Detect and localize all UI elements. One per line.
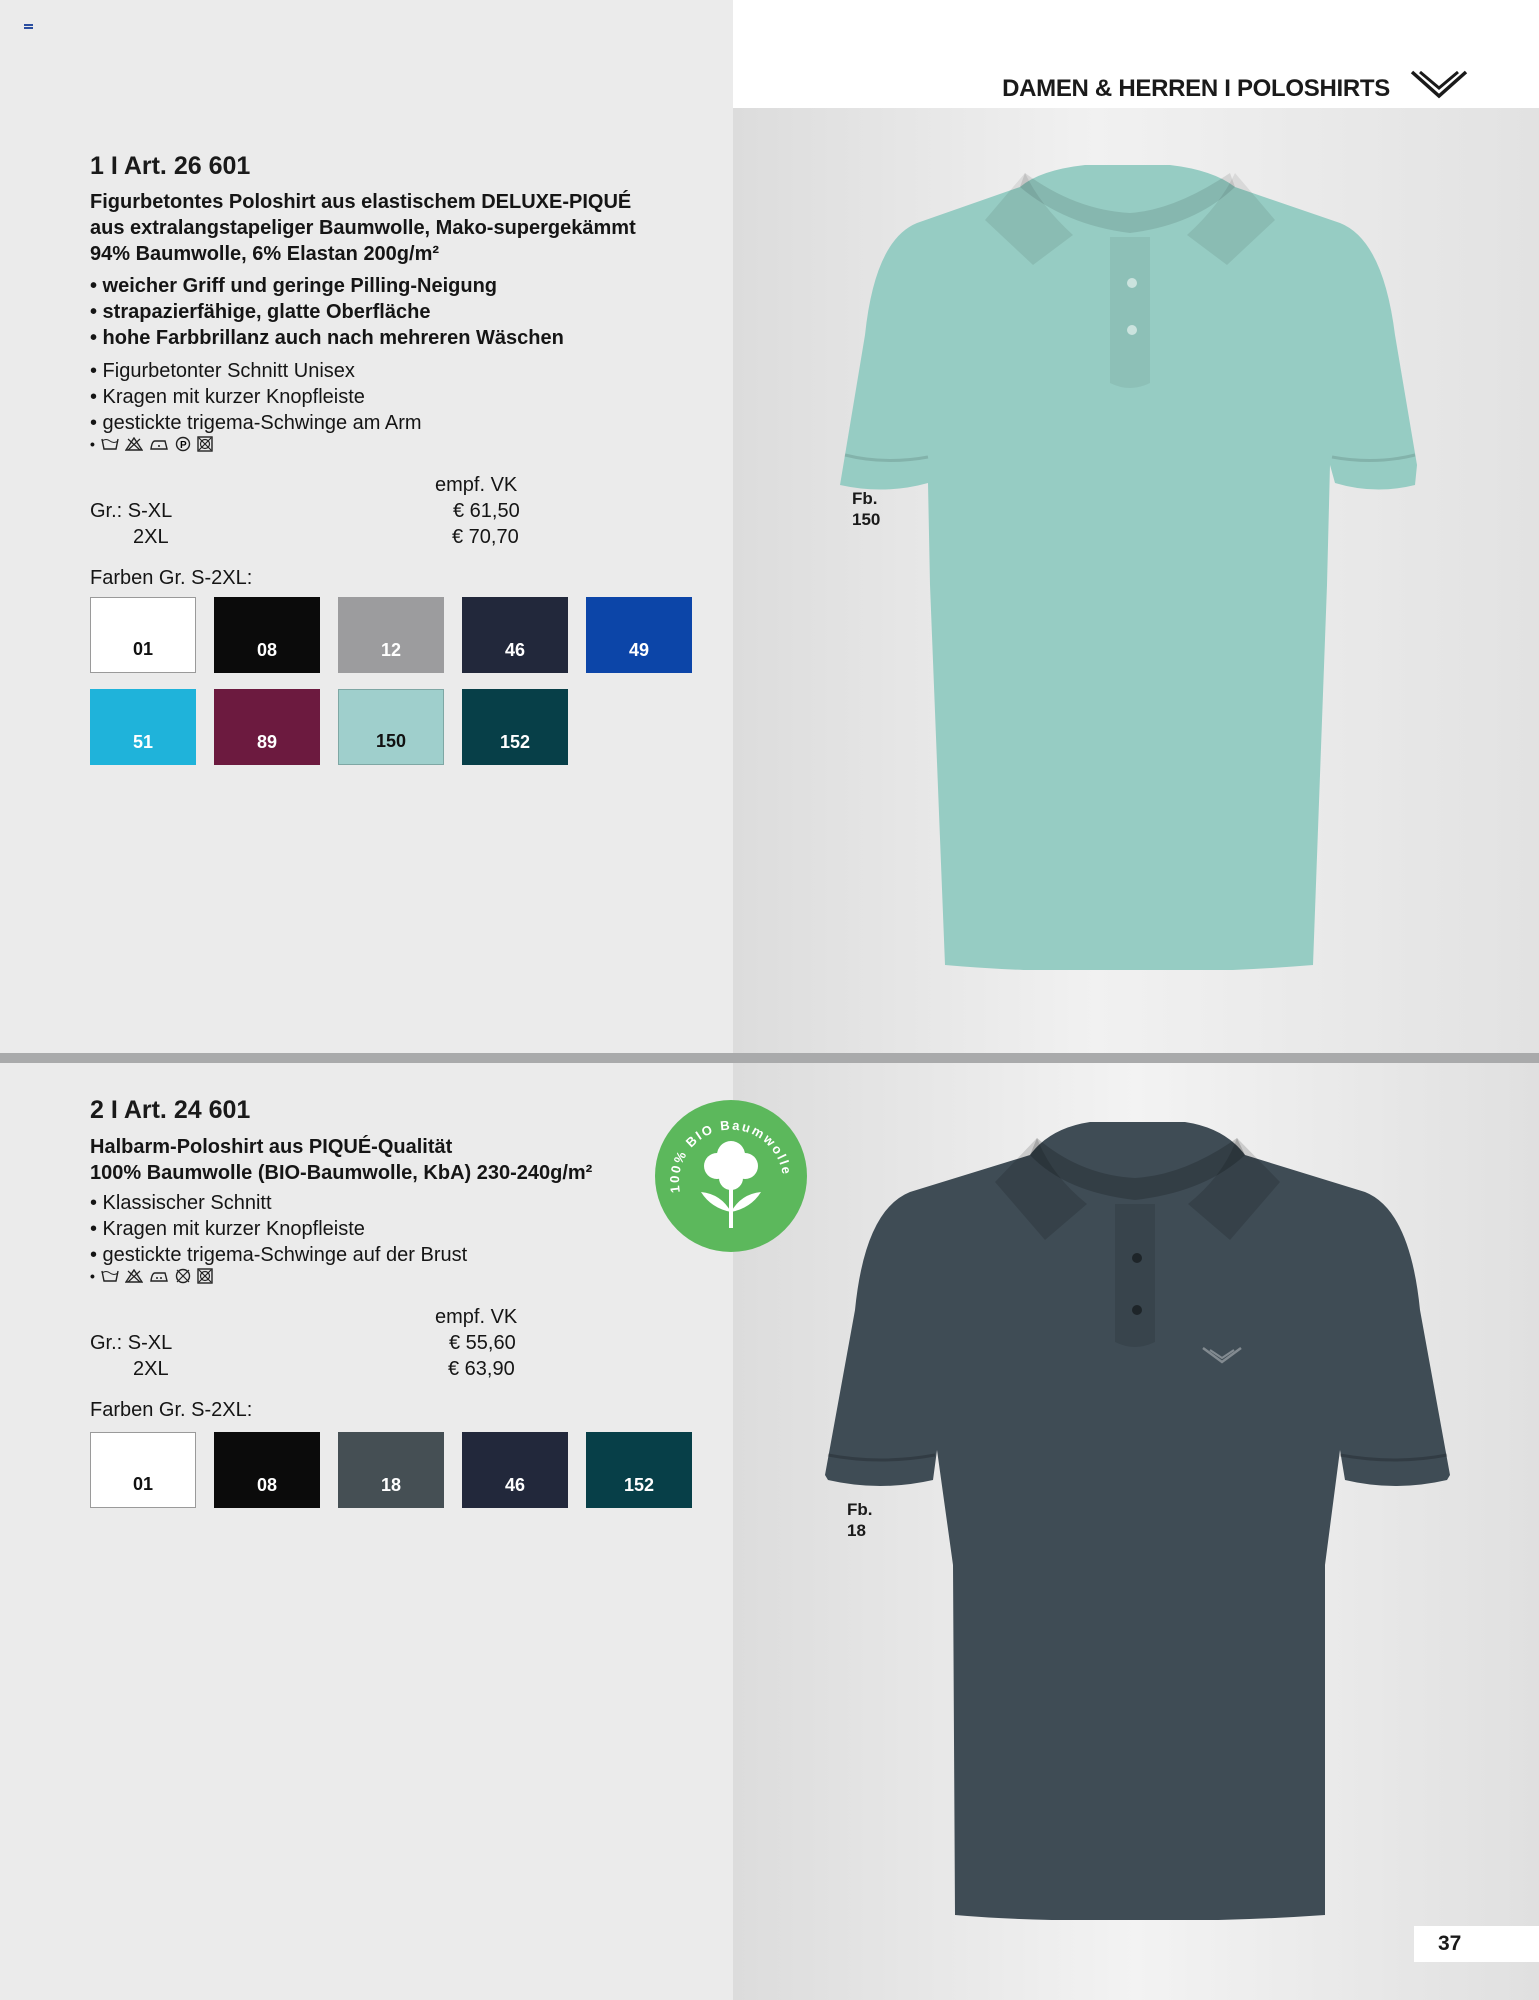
page-number: 37 (1414, 1926, 1539, 1962)
product2-price-s-xl: € 55,60 (449, 1332, 516, 1354)
color-swatch-46[interactable] (462, 1432, 568, 1508)
no-bleach-icon (125, 1269, 143, 1283)
product1-feature: • Figurbetonter Schnitt Unisex (90, 360, 355, 382)
product1-feature-bold: • hohe Farbbrillanz auch nach mehreren Wäschen (90, 327, 564, 349)
product1-title: 1 I Art. 26 601 (90, 152, 251, 180)
care-bullet: • (90, 1268, 95, 1284)
swatch-code: 46 (504, 640, 526, 660)
product2-feature: • Klassischer Schnitt (90, 1192, 272, 1214)
product2-price-2xl: € 63,90 (448, 1358, 515, 1380)
product1-price-s-xl: € 61,50 (453, 500, 520, 522)
fb-label: Fb. (847, 1500, 873, 1519)
product2-desc-line: 100% Baumwolle (BIO-Baumwolle, KbA) 230-240g/m² (90, 1162, 593, 1184)
swatch-code: 46 (504, 1475, 526, 1495)
color-swatch-51[interactable] (90, 689, 196, 765)
iron-icon (149, 1269, 169, 1283)
product1-feature: • gestickte trigema-Schwinge am Arm (90, 412, 422, 434)
color-swatch-152[interactable] (586, 1432, 692, 1508)
svg-text:P: P (179, 440, 187, 451)
product1-price-header: empf. VK (435, 474, 518, 496)
care-bullet: • (90, 436, 95, 452)
color-swatch-49[interactable] (586, 597, 692, 673)
product2-price-header: empf. VK (435, 1306, 518, 1328)
product2-feature: • gestickte trigema-Schwinge auf der Brust (90, 1244, 468, 1266)
swatch-code: 18 (380, 1475, 402, 1495)
swatch-code: 152 (499, 732, 531, 752)
no-dry-clean-icon (175, 1268, 191, 1284)
swatch-code: 51 (132, 732, 154, 752)
fb-label: Fb. (852, 489, 878, 508)
product1-feature: • Kragen mit kurzer Knopfleiste (90, 386, 365, 408)
product2-size-range: Gr.: S-XL (90, 1332, 173, 1354)
color-swatch-08[interactable] (214, 597, 320, 673)
swatch-code: 152 (623, 1475, 655, 1495)
swatch-code: 12 (380, 640, 402, 660)
product1-description (90, 189, 636, 452)
product1-care-symbols (90, 436, 636, 452)
product2-feature: • Kragen mit kurzer Knopfleiste (90, 1218, 365, 1240)
color-swatch-89[interactable] (214, 689, 320, 765)
trigema-logo-icon (1410, 66, 1468, 102)
page-header-title: DAMEN & HERREN I POLOSHIRTS (1002, 75, 1390, 102)
swatch-code: 150 (375, 731, 407, 751)
product1-desc-line: 94% Baumwolle, 6% Elastan 200g/m² (90, 243, 440, 265)
product1-shirt-photo (835, 165, 1425, 970)
bio-cotton-badge (655, 1100, 807, 1252)
product2-colors-label: Farben Gr. S-2XL: (90, 1399, 253, 1421)
product1-fb-label (852, 488, 880, 530)
product1-desc-line: Figurbetontes Poloshirt aus elastischem DELUXE-PIQUÉ (90, 191, 632, 213)
color-swatch-01[interactable] (90, 597, 196, 673)
product2-description (90, 1134, 592, 1284)
section-divider (0, 1053, 1539, 1063)
product1-feature-bold: • weicher Griff und geringe Pilling-Neigung (90, 275, 498, 297)
color-swatch-18[interactable] (338, 1432, 444, 1508)
product2-fb-label (847, 1499, 873, 1541)
color-swatch-01[interactable] (90, 1432, 196, 1508)
fb-code: 150 (852, 510, 881, 529)
product1-desc-line: aus extralangstapeliger Baumwolle, Mako-supergekämmt (90, 217, 636, 239)
no-tumble-dry-icon (197, 1268, 213, 1284)
product1-feature-bold: • strapazierfähige, glatte Oberfläche (90, 301, 431, 323)
product2-shirt-photo (825, 1120, 1450, 1920)
swatch-code: 01 (132, 639, 154, 659)
no-bleach-icon (125, 437, 143, 451)
product2-title: 2 I Art. 24 601 (90, 1096, 251, 1124)
product1-colors-label: Farben Gr. S-2XL: (90, 567, 253, 589)
fb-code: 18 (847, 1521, 866, 1540)
wash-40-icon (101, 437, 119, 451)
color-swatch-152[interactable] (462, 689, 568, 765)
iron-icon (149, 437, 169, 451)
color-swatch-150[interactable] (338, 689, 444, 765)
no-tumble-dry-icon (197, 436, 213, 452)
badge-text: 100% BIO Baumwolle (666, 1117, 795, 1194)
swatch-code: 89 (256, 732, 278, 752)
swatch-code: 08 (256, 640, 278, 660)
product1-price-2xl: € 70,70 (452, 526, 519, 548)
product2-desc-line: Halbarm-Poloshirt aus PIQUÉ-Qualität (90, 1136, 453, 1158)
color-swatch-46[interactable] (462, 597, 568, 673)
product1-size-range: Gr.: S-XL (90, 500, 173, 522)
product1-size-2xl: 2XL (133, 526, 169, 548)
swatch-code: 01 (132, 1474, 154, 1494)
product2-care-symbols (90, 1268, 592, 1284)
color-swatch-08[interactable] (214, 1432, 320, 1508)
wash-40-icon (101, 1269, 119, 1283)
swatch-code: 08 (256, 1475, 278, 1495)
menu-icon[interactable] (24, 24, 33, 32)
dry-clean-p-icon (175, 436, 191, 452)
product2-size-2xl: 2XL (133, 1358, 169, 1380)
color-swatch-12[interactable] (338, 597, 444, 673)
swatch-code: 49 (628, 640, 650, 660)
